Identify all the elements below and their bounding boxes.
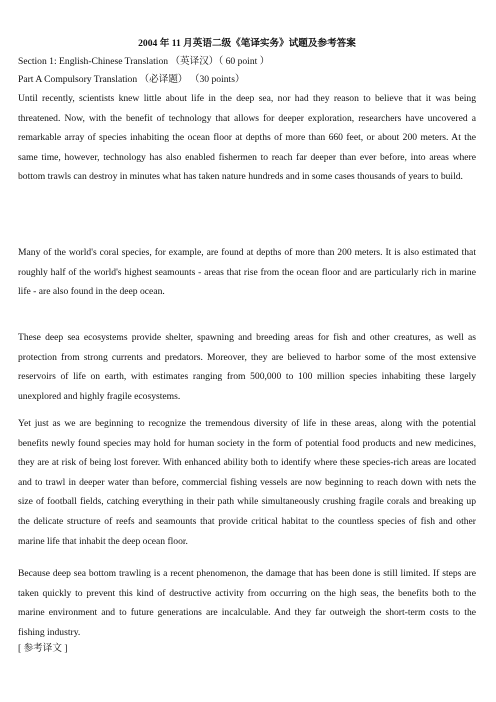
paragraph-5: Because deep sea bottom trawling is a recent phenomenon, the damage that has been done is still limited. If steps are taken quickly to prevent this kind of destructive activity from occurring on the high seas, the benefits both to the marine environment and to future generations are incalculable. And they far outweigh the short-term costs to the fishing industry.: [18, 568, 476, 638]
paragraph-4: Yet just as we are beginning to recognize the tremendous diversity of life in these areas, along with the potential benefits newly found species may hold for human society in the form of potential food products and new medicines, they are at risk of being lost forever. With enhanced ability both to identify where these species-rich areas are located and to trawl in deeper water than before, commercial fishing vessels are now beginning to reach down with nets the size of football fields, catching everything in their path while simultaneously crushing fragile corals and breaking up the delicate structure of reefs and seamounts that provide critical habitat to the countless species of fish and other marine life that inhabit the deep ocean floor.: [18, 418, 476, 547]
paragraph-3: These deep sea ecosystems provide shelter, spawning and breeding areas for fish and other creatures, as well as protection from strong currents and predators. Moreover, they are believed to harbor some of the most extensive reservoirs of life on earth, with estimates ranging from 500,000 to 100 million species inhabiting these largely unexplored and highly fragile ecosystems.: [18, 332, 476, 402]
reference-translation-label: [ 参考译文 ]: [18, 643, 68, 654]
document-title: 2004 年 11 月英语二级《笔译实务》试题及参考答案: [138, 38, 356, 49]
part-heading: Part A Compulsory Translation （必译题） （30 points）: [18, 74, 245, 85]
paragraph-1: Until recently, scientists knew little about life in the deep sea, nor had they reason to believe that it was being threatened. Now, with the benefit of technology that allows for deeper exploration, researchers have uncovered a remarkable array of species inhabiting the ocean floor at depths of more than 660 feet, or about 200 meters. At the same time, however, technology has also enabled fishermen to reach far deeper than ever before, into areas where bottom trawls can destroy in minutes what has taken nature hundreds and in some cases thousands of years to build.: [18, 93, 476, 183]
section-heading: Section 1: English-Chinese Translation （英译汉）（ 60 point ）: [18, 56, 270, 67]
paragraph-2: Many of the world's coral species, for example, are found at depths of more than 200 meters. It is also estimated that roughly half of the world's highest seamounts - areas that rise from the ocean floor and are particularly rich in marine life - are also found in the deep ocean.: [18, 247, 476, 298]
